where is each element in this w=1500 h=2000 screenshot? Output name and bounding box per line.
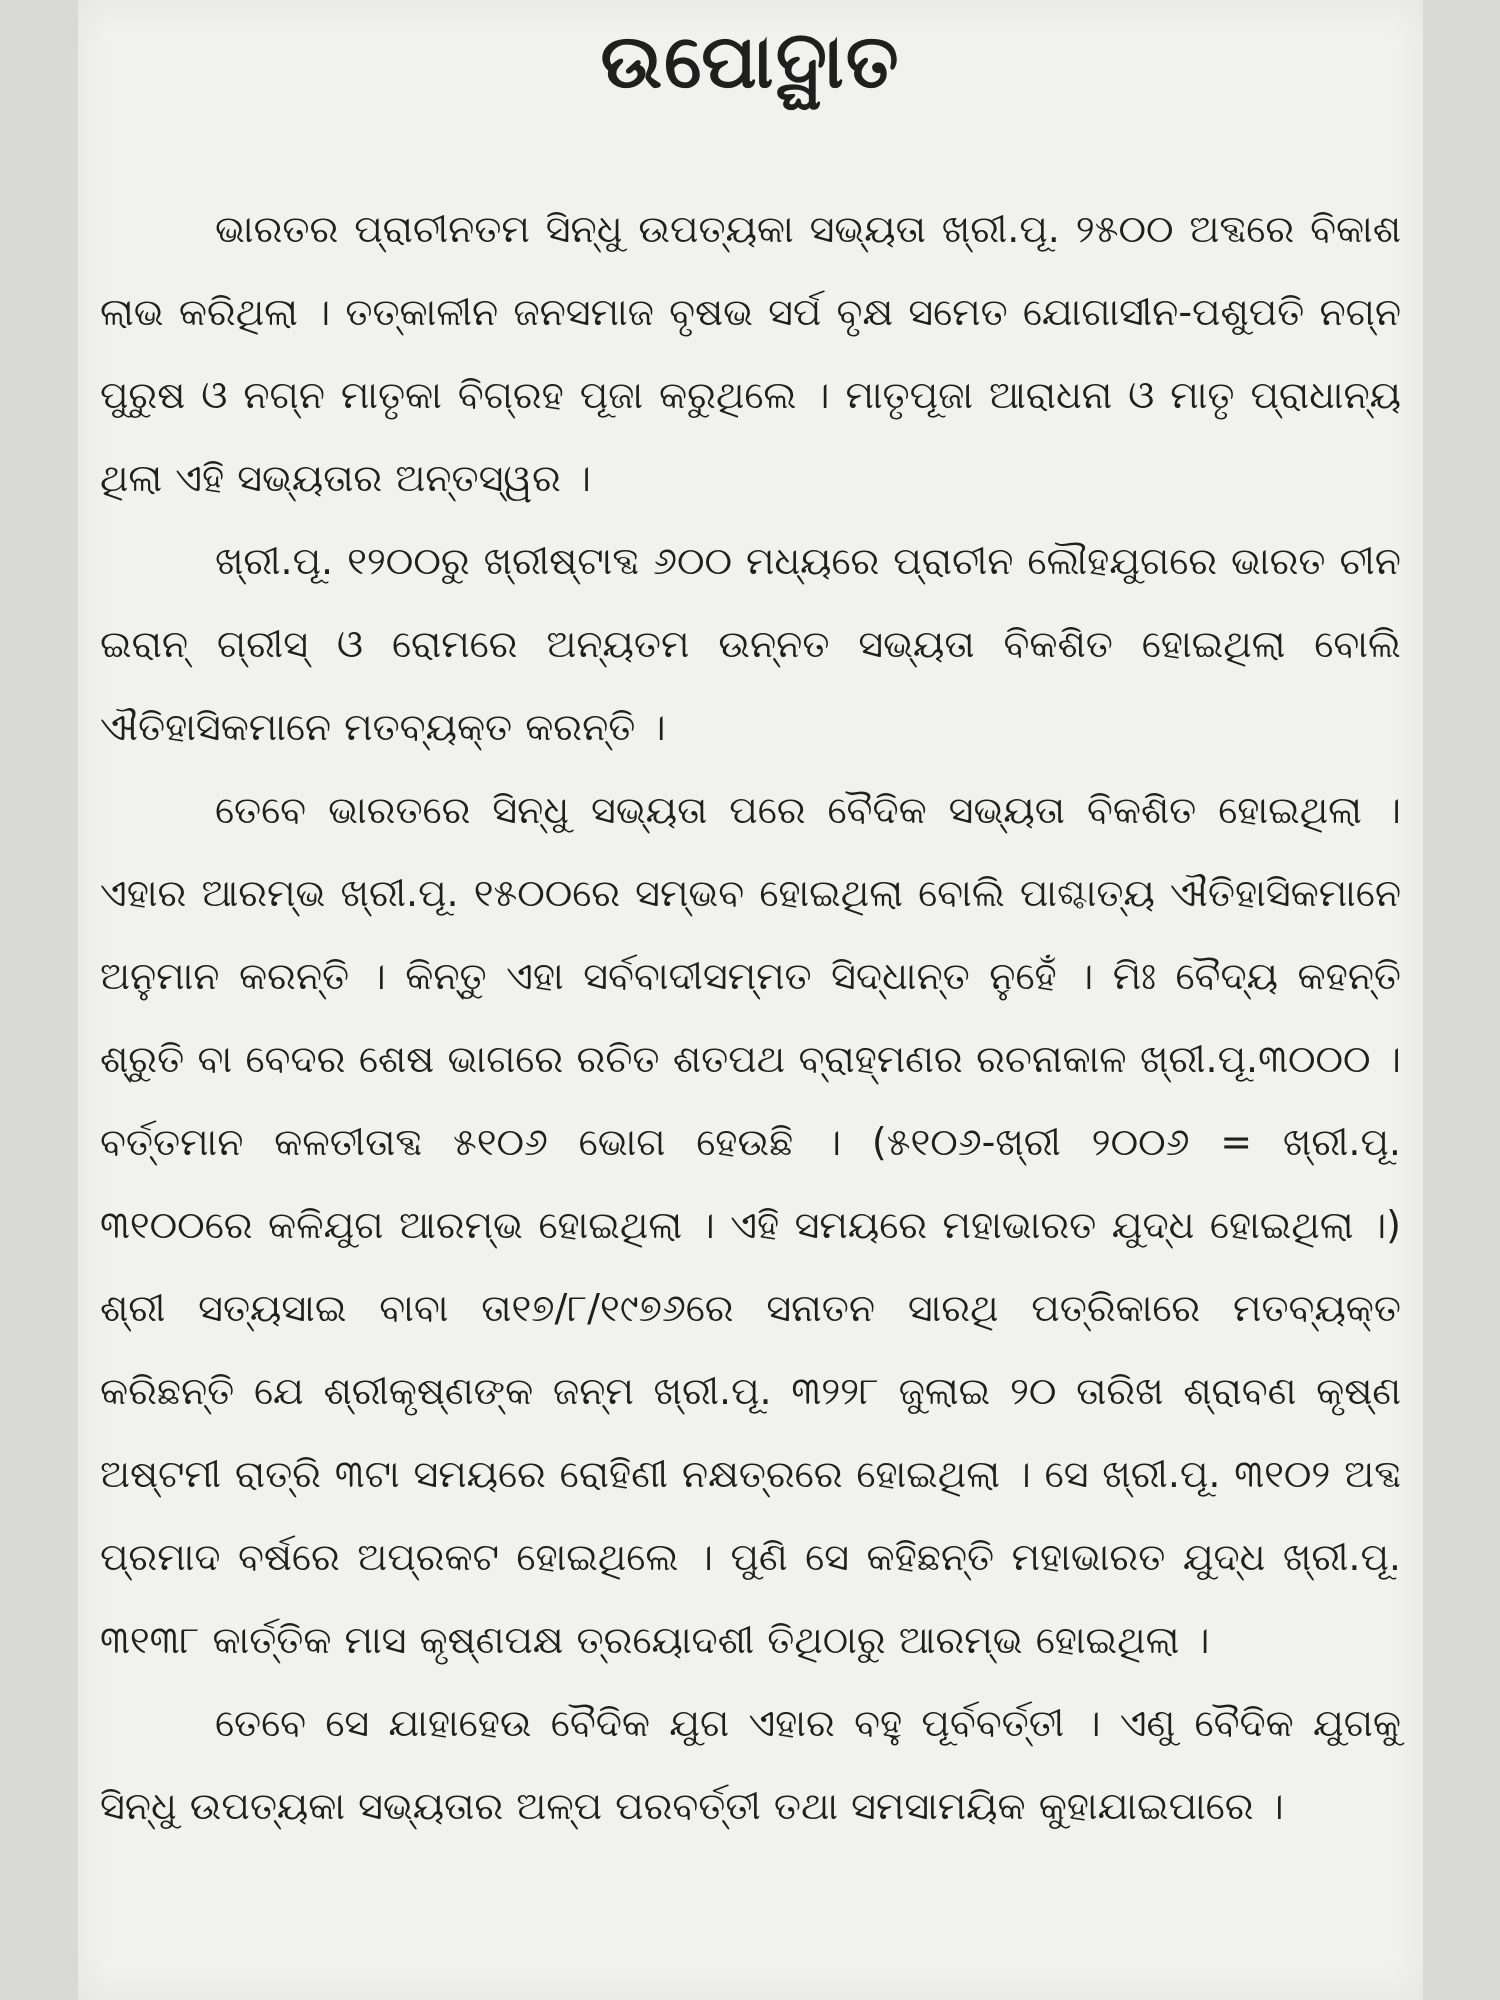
paragraph-1: ଭାରତର ପ୍ରାଚୀନତମ ସିନ୍ଧୁ ଉପତ୍ୟକା ସଭ୍ୟତା ଖ୍ରୀ.ପୂ. ୨୫୦୦ ଅବ୍ଦରେ ବିକାଶ ଲାଭ କରିଥିଲା । ତତ୍କାଳୀନ ଜନସମାଜ ବୃଷଭ ସର୍ପ ବୃକ୍ଷ ସମେତ ଯୋଗାସୀନ-ପଶୁପତି ନଗ୍ନ ପୁରୁଷ ଓ ନଗ୍ନ ମାତୃକା ବିଗ୍ରହ ପୂଜା କରୁଥିଲେ । ମାତୃପୂଜା ଆରାଧନା ଓ ମାତୃ ପ୍ରାଧାନ୍ୟ ଥିଲା ଏହି ସଭ୍ୟତାର ଅନ୍ତସ୍ୱର । bbox=[100, 207, 1401, 500]
document-page bbox=[78, 0, 1423, 2000]
page-title: ଉପୋଦ୍ଘାତ bbox=[600, 19, 901, 105]
paragraph-4: ତେବେ ସେ ଯାହାହେଉ ବୈଦିକ ଯୁଗ ଏହାର ବହୁ ପୂର୍ବବର୍ତ୍ତୀ । ଏଣୁ ବୈଦିକ ଯୁଗକୁ ସିନ୍ଧୁ ଉପତ୍ୟକା ସଭ୍ୟତାର ଅଳ୍ପ ପରବର୍ତ୍ତୀ ତଥା ସମସାମୟିକ କୁହାଯାଇପାରେ । bbox=[100, 1701, 1401, 1828]
paragraph-3: ତେବେ ଭାରତରେ ସିନ୍ଧୁ ସଭ୍ୟତା ପରେ ବୈଦିକ ସଭ୍ୟତା ବିକଶିତ ହୋଇଥିଲା । ଏହାର ଆରମ୍ଭ ଖ୍ରୀ.ପୂ. ୧୫୦୦ରେ ସମ୍ଭବ ହୋଇଥିଲା ବୋଲି ପାଶ୍ଚାତ୍ୟ ଐତିହାସିକମାନେ ଅନୁମାନ କରନ୍ତି । କିନ୍ତୁ ଏହା ସର୍ବବାଦୀସମ୍ମତ ସିଦ୍ଧାନ୍ତ ନୁହେଁ । ମିଃ ବୈଦ୍ୟ କହନ୍ତି ଶ୍ରୁତି ବା ବେଦର ଶେଷ ଭାଗରେ ରଚିତ ଶତପଥ ବ୍ରାହ୍ମଣର ରଚନାକାଳ ଖ୍ରୀ.ପୂ.୩୦୦୦ । ବର୍ତ୍ତମାନ କଳତୀତାବ୍ଦ ୫୧୦୬ ଭୋଗ ହେଉଛି । (୫୧୦୬-ଖ୍ରୀ ୨୦୦୬ = ଖ୍ରୀ.ପୂ. ୩୧୦୦ରେ କଳିଯୁଗ ଆରମ୍ଭ ହୋଇଥିଲା । ଏହି ସମୟରେ ମହାଭାରତ ଯୁଦ୍ଧ ହୋଇଥିଲା ।) ଶ୍ରୀ ସତ୍ୟସାଇ ବାବା ତା୧୭/୮/୧୯୭୬ରେ ସନାତନ ସାରଥି ପତ୍ରିକାରେ ମତବ୍ୟକ୍ତ କରିଛନ୍ତି ଯେ ଶ୍ରୀକୃଷ୍ଣଙ୍କ ଜନ୍ମ ଖ୍ରୀ.ପୂ. ୩୨୨୮ ଜୁଲାଇ ୨୦ ତାରିଖ ଶ୍ରାବଣ କୃଷ୍ଣ ଅଷ୍ଟମୀ ରାତ୍ରି ୩ଟା ସମୟରେ ରୋହିଣୀ ନକ୍ଷତ୍ରରେ ହୋଇଥିଲା । ସେ ଖ୍ରୀ.ପୂ. ୩୧୦୨ ଅବ୍ଦ ପ୍ରମାଦ ବର୍ଷରେ ଅପ୍ରକଟ ହୋଇଥିଲେ । ପୁଣି ସେ କହିଛନ୍ତି ମହାଭାରତ ଯୁଦ୍ଧ ଖ୍ରୀ.ପୂ. ୩୧୩୮ କାର୍ତ୍ତିକ ମାସ କୃଷ୍ଣପକ୍ଷ ତ୍ରୟୋଦଶୀ ତିଥିଠାରୁ ଆରମ୍ଭ ହୋଇଥିଲା । bbox=[100, 788, 1401, 1662]
body-text bbox=[100, 188, 1401, 1848]
paragraph-2: ଖ୍ରୀ.ପୂ. ୧୨୦୦ରୁ ଖ୍ରୀଷ୍ଟାବ୍ଦ ୬୦୦ ମଧ୍ୟରେ ପ୍ରାଚୀନ ଲୌହଯୁଗରେ ଭାରତ ଚୀନ ଇରାନ୍ ଗ୍ରୀସ୍ ଓ ରୋମରେ ଅନ୍ୟତମ ଉନ୍ନତ ସଭ୍ୟତା ବିକଶିତ ହୋଇଥିଲା ବୋଲି ଐତିହାସିକମାନେ ମତବ୍ୟକ୍ତ କରନ୍ତି । bbox=[100, 539, 1401, 749]
